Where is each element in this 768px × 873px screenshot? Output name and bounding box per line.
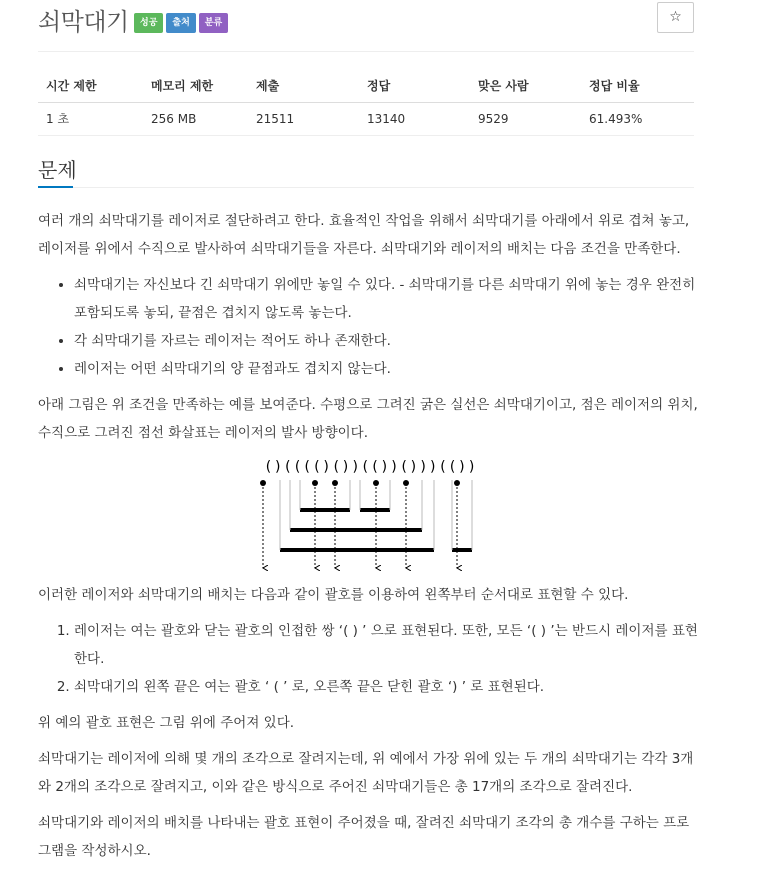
list-item: • 각 쇠막대기를 자르는 레이저는 적어도 하나 존재한다.: [74, 327, 698, 355]
laser-point: [312, 480, 318, 486]
list-item: 2. 쇠막대기의 왼쪽 끝은 여는 괄호 ‘ ( ’ 로, 오른쪽 끝은 닫힌 괄호 ‘) ’ 로 표현된다.: [74, 673, 698, 701]
representation-list: [74, 617, 698, 701]
section-underline: [38, 186, 73, 188]
description-paragraph-3: 이러한 레이저와 쇠막대기의 배치는 다음과 같이 괄호를 이용하여 왼쪽부터 순서대로 표현할 수 있다.: [38, 587, 629, 603]
favorite-button[interactable]: [657, 2, 694, 33]
badge-group: [134, 13, 228, 33]
figure-parentheses: ()(((()())(())()))(()): [264, 459, 476, 475]
table-header-row: [38, 70, 694, 102]
memory-limit-header: 메모리 제한: [143, 70, 248, 102]
description-paragraph-2: 아래 그림은 위 조건을 만족하는 예를 보여준다. 수평으로 그려진 굵은 실선은 쇠막대기이고, 점은 레이저의 위치, 수직으로 그려진 점선 화살표는 레이저의 발사 방향이다.: [38, 397, 698, 441]
list-item: • 레이저는 어떤 쇠막대기의 양 끝점과도 겹치지 않는다.: [74, 355, 698, 383]
laser-point: [332, 480, 338, 486]
section-title: 문제: [38, 158, 77, 182]
accept-ratio-value: 61.493%: [581, 102, 694, 135]
time-limit-header: 시간 제한: [38, 70, 143, 102]
submissions-header: 제출: [248, 70, 359, 102]
description-paragraph-1: 여러 개의 쇠막대기를 레이저로 절단하려고 한다. 효율적인 작업을 위해서 쇠막대기를 아래에서 위로 겹쳐 놓고, 레이저를 위에서 수직으로 발사하여 쇠막대기들을 자른다. 쇠막대기와 레이저의 배치는 다음 조건을 만족한다.: [38, 213, 690, 257]
problem-description: [38, 207, 698, 873]
solved-users-value: 9529: [470, 102, 581, 135]
accept-ratio-header: 정답 비율: [581, 70, 694, 102]
memory-limit-value: 256 MB: [143, 102, 248, 135]
table-row: [38, 102, 694, 135]
list-item: • 쇠막대기는 자신보다 긴 쇠막대기 위에만 놓일 수 있다. - 쇠막대기를 다른 쇠막대기 위에 놓는 경우 완전히 포함되도록 놓되, 끝점은 겹치지 않도록 놓는다.: [74, 271, 698, 327]
problem-header: [38, 0, 694, 52]
category-badge[interactable]: 분류: [199, 13, 228, 33]
accepted-value: 13140: [359, 102, 470, 135]
laser-point: [373, 480, 379, 486]
iron-bar-laser-figure: [38, 455, 698, 575]
source-badge[interactable]: 출처: [166, 13, 195, 33]
submissions-value: 21511: [248, 102, 359, 135]
solved-users-header: 맞은 사람: [470, 70, 581, 102]
laser-point: [403, 480, 409, 486]
description-paragraph-5: 쇠막대기는 레이저에 의해 몇 개의 조각으로 잘려지는데, 위 예에서 가장 위에 있는 두 개의 쇠막대기는 각각 3개와 2개의 조각으로 잘려지고, 이와 같은 방식으로 주어진 쇠막대기들은 총 17개의 조각으로 잘려진다.: [38, 751, 694, 795]
description-paragraph-6: 쇠막대기와 레이저의 배치를 나타내는 괄호 표현이 주어졌을 때, 잘려진 쇠막대기 조각의 총 개수를 구하는 프로그램을 작성하시오.: [38, 815, 690, 859]
problem-title: 쇠막대기: [38, 8, 129, 36]
accepted-header: 정답: [359, 70, 470, 102]
star-icon: ☆: [669, 9, 682, 25]
description-paragraph-4: 위 예의 괄호 표현은 그림 위에 주어져 있다.: [38, 715, 295, 731]
time-limit-value: 1 초: [38, 102, 143, 135]
problem-section-header: [38, 150, 694, 188]
laser-point: [454, 480, 460, 486]
list-item: 1. 레이저는 여는 괄호와 닫는 괄호의 인접한 쌍 ‘( ) ’ 으로 표현된다. 또한, 모든 ‘( ) ’는 반드시 레이저를 표현한다.: [74, 617, 698, 673]
success-badge[interactable]: 성공: [134, 13, 163, 33]
condition-list: [74, 271, 698, 383]
laser-point: [260, 480, 266, 486]
problem-info-table: [38, 70, 694, 136]
